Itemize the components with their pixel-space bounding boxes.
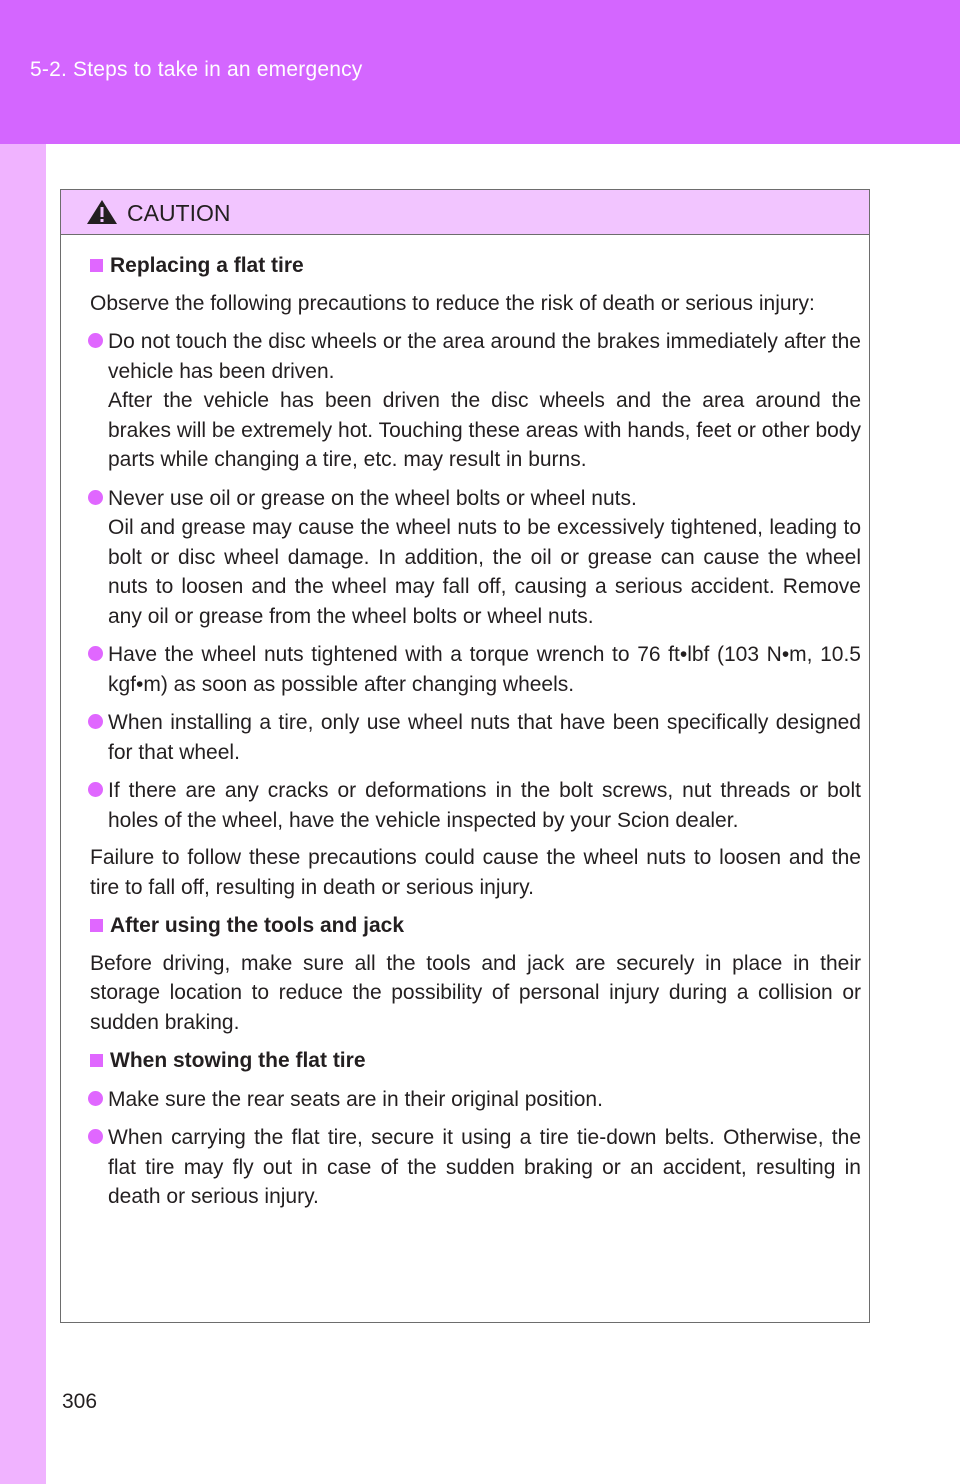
round-bullet-icon [88,714,103,729]
bullet-lead: When installing a tire, only use wheel nuts that have been specifically designed for that wheel. [108,711,861,764]
caution-title: CAUTION [127,200,231,226]
square-bullet-icon [90,259,103,272]
list-item [88,327,861,475]
round-bullet-icon [88,782,103,797]
bullet-lead: Do not touch the disc wheels or the area around the brakes immediately after the vehicle has been driven. [108,330,861,383]
paragraph-outro: Failure to follow these precautions could cause the wheel nuts to loosen and the tire to fall off, resulting in death or serious injury. [90,846,861,899]
list-item [88,708,861,767]
caution-content [61,235,869,1212]
round-bullet-icon [88,333,103,348]
paragraph-intro: Observe the following precautions to reduce the risk of death or serious injury: [90,291,815,315]
page-number: 306 [62,1390,98,1413]
round-bullet-icon [88,1091,103,1106]
bullet-lead: Have the wheel nuts tightened with a torque wrench to 76 ft•lbf (103 N•m, 10.5 kgf•m) as soon as possible after changing wheels. [108,643,861,696]
bullet-detail: Oil and grease may cause the wheel nuts to be excessively tightened, leading to bolt or disc wheel damage. In addition, the oil or grease can cause the wheel nuts to loosen and the wheel may fall off, causing a serious accident. Remove any oil or grease from the wheel bolts or wheel nuts. [108,516,861,628]
square-bullet-icon [90,919,103,932]
list-item [88,484,861,632]
square-bullet-icon [90,1054,103,1067]
section-title-stowing-flat-tire: When stowing the flat tire [88,1046,861,1076]
section-title-replacing-flat-tire: Replacing a flat tire [88,251,861,281]
list-item [88,1123,861,1212]
list-item [88,776,861,835]
list-item [88,640,861,699]
bullet-detail: After the vehicle has been driven the disc wheels and the area around the brakes will be extremely hot. Touching these areas with hands, feet or other body parts while changing a tire, etc. may result in burns. [108,389,861,471]
section-title-after-using-tools: After using the tools and jack [88,911,861,941]
section-header: 5-2. Steps to take in an emergency [30,58,363,81]
bullet-lead: Never use oil or grease on the wheel bolts or wheel nuts. [108,486,637,510]
bullet-lead: If there are any cracks or deformations in the bolt screws, nut threads or bolt holes of the wheel, have the vehicle inspected by your Scion dealer. [108,779,861,832]
side-tab-band [0,144,46,1484]
warning-triangle-icon [85,198,119,226]
caution-header [61,190,869,235]
list-item [88,1085,861,1115]
bullet-lead: Make sure the rear seats are in their original position. [108,1087,603,1111]
round-bullet-icon [88,1129,103,1144]
round-bullet-icon [88,646,103,661]
paragraph-intro: Before driving, make sure all the tools and jack are securely in place in their storage location to reduce the possibility of personal injury during a collision or sudden braking. [90,951,861,1034]
caution-box [60,189,870,1323]
round-bullet-icon [88,490,103,505]
bullet-lead: When carrying the flat tire, secure it using a tire tie-down belts. Otherwise, the flat tire may fly out in case of the sudden braking or an accident, resulting in death or serious injury. [108,1126,861,1208]
